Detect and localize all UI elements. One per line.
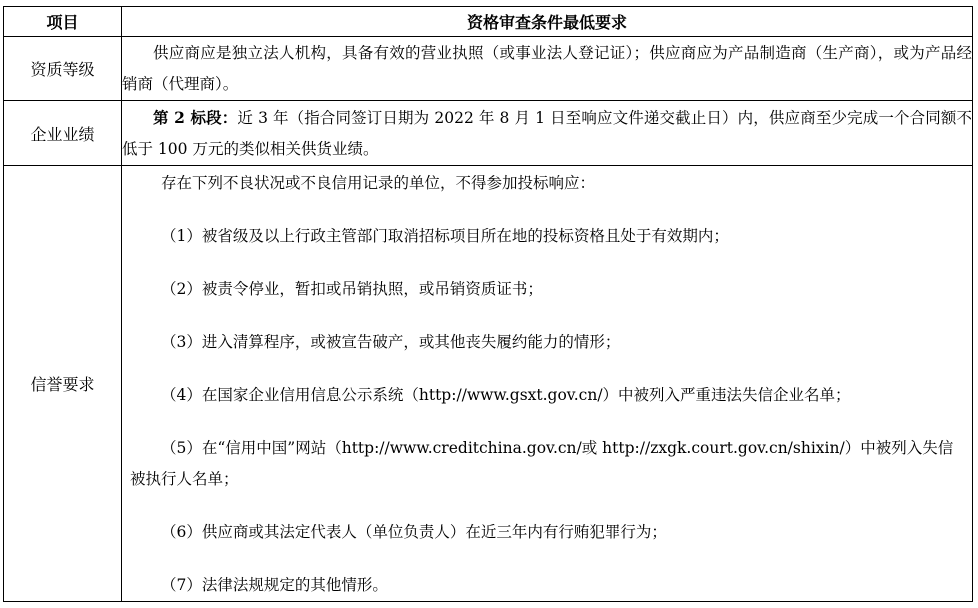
performance-lot-label: 第 2 标段： xyxy=(153,107,238,127)
credit-item-2: （2）被责令停业，暂扣或吊销执照，或吊销资质证书； xyxy=(161,280,543,298)
credit-item-6: （6）供应商或其法定代表人（单位负责人）在近三年内有行贿犯罪行为； xyxy=(161,523,667,541)
credit-item-3: （3）进入清算程序，或被宣告破产，或其他丧失履约能力的情形； xyxy=(161,333,621,351)
row-label-credit: 信誉要求 xyxy=(4,166,122,602)
performance-text: 近 3 年（指合同签订日期为 2022 年 8 月 1 日至响应文件递交截止日）内，供应商至少完成一个合同额不低于 100 万元的类似相关供货业绩。 xyxy=(122,108,973,158)
credit-intro: 存在下列不良状况或不良信用记录的单位，不得参加投标响应： xyxy=(161,174,596,192)
header-item: 项目 xyxy=(4,7,122,37)
row-label-qualification: 资质等级 xyxy=(4,37,122,101)
credit-item-4: （4）在国家企业信用信息公示系统（http://www.gsxt.gov.cn/）中被列入严重违法失信企业名单； xyxy=(161,386,851,404)
table-row-credit xyxy=(4,166,973,602)
credit-cell xyxy=(122,166,973,602)
header-requirement: 资格审查条件最低要求 xyxy=(122,7,973,37)
table-header-row xyxy=(4,7,973,37)
qualification-text: 供应商应是独立法人机构，具备有效的营业执照（或事业法人登记证）；供应商应为产品制造商（生产商），或为产品经销商（代理商）。 xyxy=(122,37,973,101)
qualification-requirements-table xyxy=(3,6,973,602)
table-row-performance xyxy=(4,101,973,166)
credit-item-7: （7）法律法规规定的其他情形。 xyxy=(161,576,388,594)
credit-item-1: （1）被省级及以上行政主管部门取消招标项目所在地的投标资格且处于有效期内； xyxy=(161,227,729,245)
credit-requirements xyxy=(122,166,972,601)
credit-item-5: （5）在“信用中国”网站（http://www.creditchina.gov.cn/或 http://zxgk.court.gov.cn/shixin/）中被列入失信被执行人名单； xyxy=(130,439,954,488)
row-label-performance: 企业业绩 xyxy=(4,101,122,166)
table-row-qualification xyxy=(4,37,973,101)
performance-cell xyxy=(122,101,973,166)
